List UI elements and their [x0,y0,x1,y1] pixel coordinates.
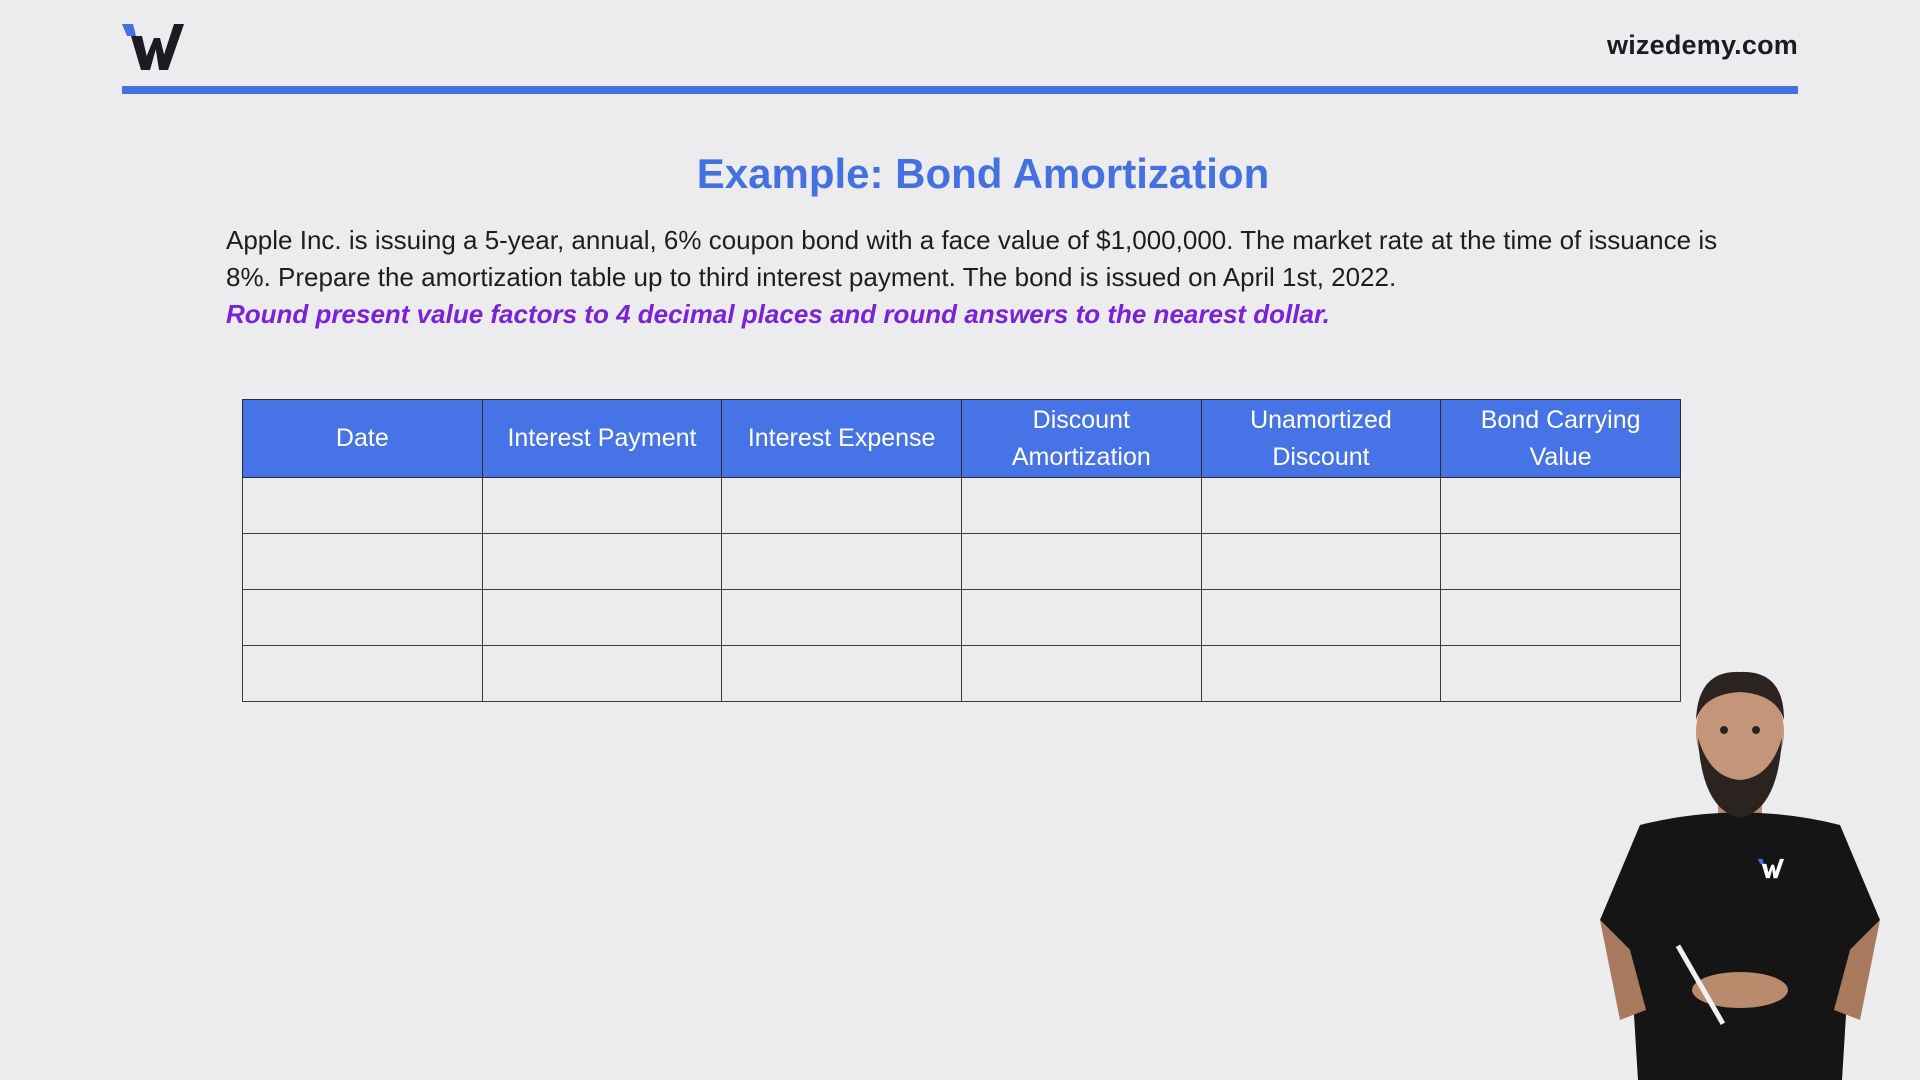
table-cell [722,590,962,646]
wizedemy-logo-icon[interactable] [122,22,196,74]
rounding-instruction: Round present value factors to 4 decimal places and round answers to the nearest dollar. [226,299,1330,329]
table-cell [1441,478,1681,534]
site-name[interactable]: wizedemy.com [1607,30,1798,60]
table-row [243,478,1681,534]
table-cell [722,646,962,702]
table-cell [482,478,722,534]
table-cell [482,534,722,590]
problem-text: Apple Inc. is issuing a 5-year, annual, 6% coupon bond with a face value of $1,000,000. The market rate at the time of issuance is 8%. Prepare the amortization table up to third interest payment. The bond is issued on April 1st, 2022. [226,225,1718,292]
table-cell [243,590,483,646]
amortization-table [242,399,1681,702]
table-cell [243,478,483,534]
table-cell [482,646,722,702]
column-header-discount-amortization: Discount Amortization [961,400,1201,478]
presenter-video-icon [1580,660,1900,1080]
column-header-interest-payment: Interest Payment [482,400,722,478]
table-cell [1441,534,1681,590]
table-cell [1201,534,1441,590]
column-header-date: Date [243,400,483,478]
table-cell [243,646,483,702]
table-row [243,590,1681,646]
table-cell [1201,590,1441,646]
table-cell [482,590,722,646]
table-cell [961,478,1201,534]
table-cell [722,478,962,534]
table-cell [961,590,1201,646]
column-header-interest-expense: Interest Expense [722,400,962,478]
table-header-row [243,400,1681,478]
table-row [243,534,1681,590]
table-cell [1441,590,1681,646]
table-cell [243,534,483,590]
table-cell [1201,646,1441,702]
column-header-bond-carrying-value: Bond Carrying Value [1441,400,1681,478]
column-header-unamortized-discount: Unamortized Discount [1201,400,1441,478]
table-cell [1201,478,1441,534]
table-cell [961,534,1201,590]
table-row [243,646,1681,702]
page-title: Example: Bond Amortization [696,150,1270,197]
problem-statement [226,222,1726,333]
table-cell [961,646,1201,702]
header-divider [122,86,1798,94]
table-cell [722,534,962,590]
